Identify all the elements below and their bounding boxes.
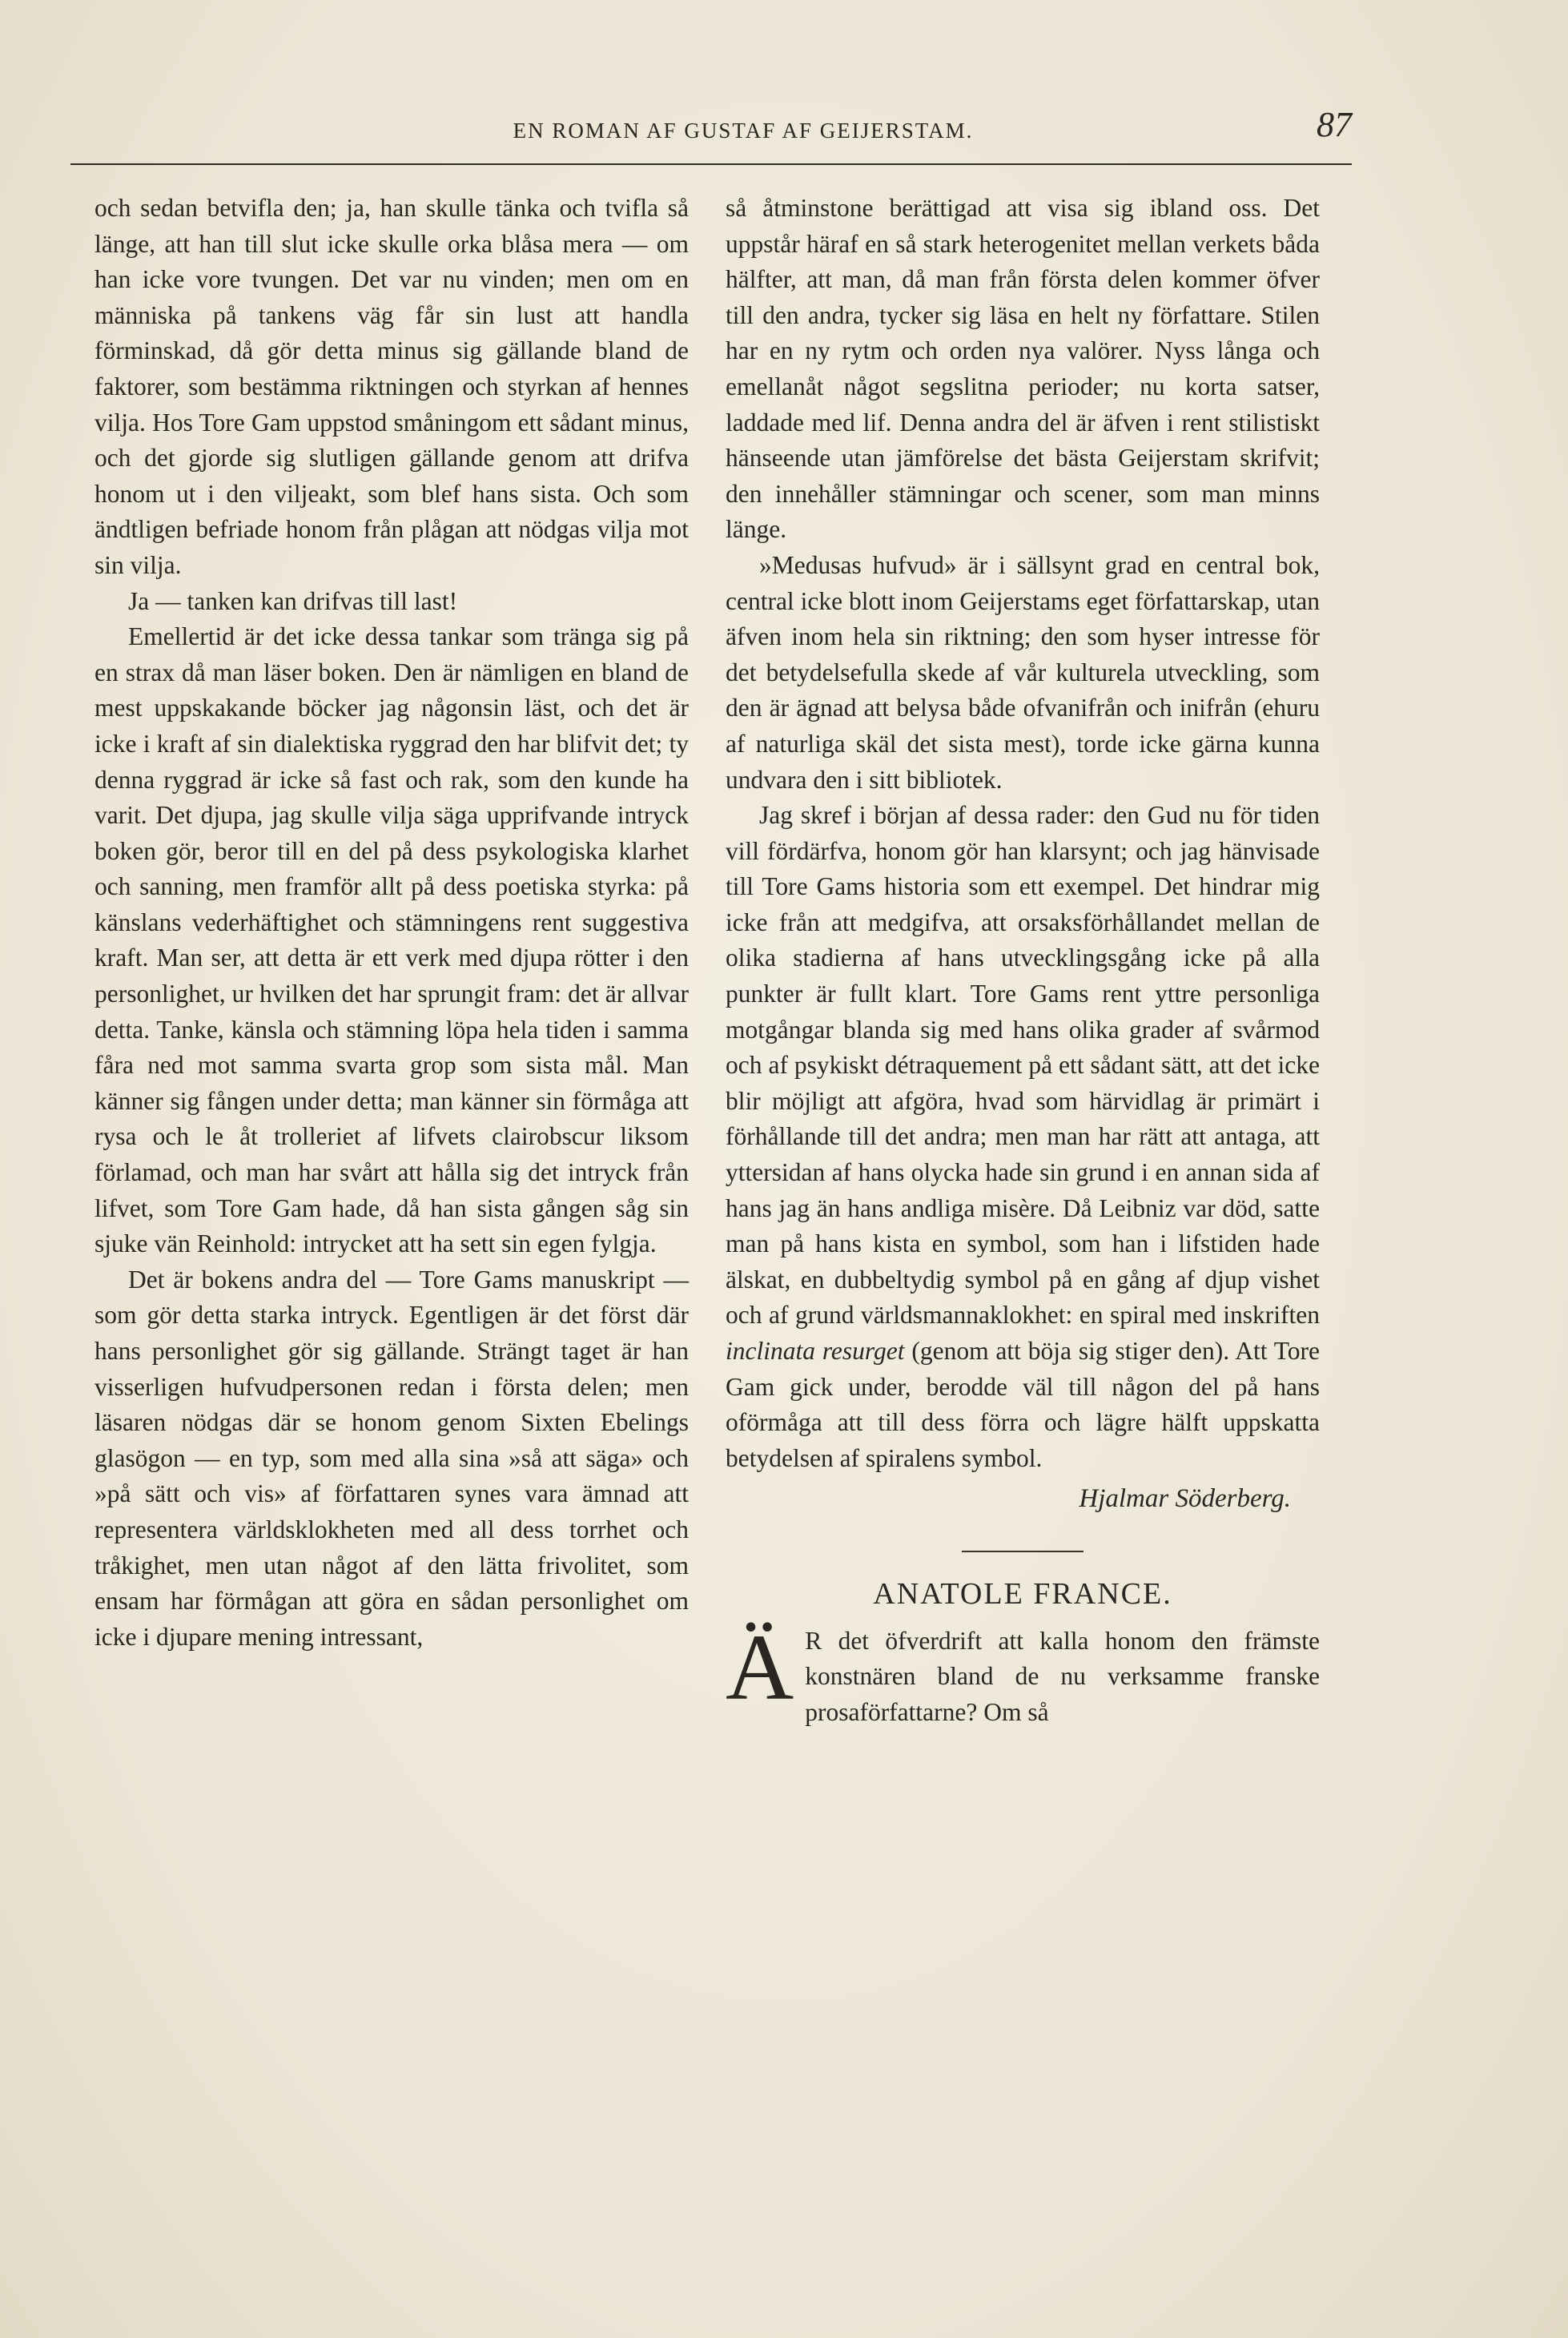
running-title: EN ROMAN AF GUSTAF AF GEIJERSTAM. bbox=[513, 119, 974, 143]
paragraph bbox=[726, 798, 1320, 1476]
author-signature: Hjalmar Söderberg. bbox=[1079, 1484, 1291, 1514]
paragraph: Emellertid är det icke dessa tankar som tränga sig på en strax då man läser boken. Den är nämligen en bland de mest uppskakande böcker jag någonsin läst, och det är icke i kraft af sin dialektiska ryggrad den har blifvit det; ty denna ryggrad är icke så fast och rak, som den kunde ha varit. Det djupa, jag skulle vilja säga upprifvande intryck boken gör, beror till en del på dess psykologiska klarhet och sanning, men framför allt på dess poetiska styrka: på känslans vederhäftighet och stämningens rent suggestiva kraft. Man ser, att detta är ett verk med djupa rötter i den personlighet, ur hvilken det har sprungit fram: det är allvar detta. Tanke, känsla och stämning löpa hela tiden i samma fåra ned mot samma svarta grop som sista mål. Man känner sig fången under detta; man känner sin förmåga att rysa och le åt trolleriet af lifvets clairobscur liksom förlamad, och man har svårt att hålla sig det intryck från lifvet, som Tore Gam hade, då han sista gången såg sin sjuke vän Reinhold: intrycket att ha sett sin egen fylgja. bbox=[94, 622, 689, 1258]
paragraph: Ja — tanken kan drifvas till last! bbox=[128, 586, 458, 615]
paragraph: Det är bokens andra del — Tore Gams manuskript — som gör detta starka intryck. Egentligen är det först där hans personlighet gör sig gällande. Strängt taget är han visserligen hufvudpersonen redan i första delen; men läsaren nödgas där se honom genom Sixten Ebelings glasögon — en typ, som med alla sina »så att säga» och »på sätt och vis» af författaren synes vara ämnad att representera världsklokheten med all dess torrhet och tråkighet, men utan något af den lätta frivolitet, som ensam har förmågan att göra en sådan personlighet om icke i djupare mening intressant, bbox=[94, 1265, 689, 1651]
section-divider bbox=[962, 1551, 1084, 1552]
paragraph-text: (genom att böja sig stiger den). Att Tore Gam gick under, berodde väl till någon del på hans oförmåga att till dess förra och lägre hälft uppskatta betydelsen af spiralens symbol. bbox=[726, 1337, 1321, 1472]
drop-cap: Ä bbox=[726, 1614, 794, 1720]
paragraph: »Medusas hufvud» är i sällsynt grad en central bok, central icke blott inom Geijerstams eget författarskap, utan äfven inom hela sin riktning; den som hyser intresse för det betydelsefulla skede af vår kulturela utveckling, som den är ägnad att belysa både ofvanifrån och inifrån (ehuru af naturliga skäl det sista mest), torde icke gärna kunna undvara den i sitt bibliotek. bbox=[726, 550, 1320, 794]
section-title: ANATOLE FRANCE. bbox=[873, 1576, 1172, 1611]
left-column bbox=[94, 191, 689, 1655]
section-opening bbox=[726, 1614, 1320, 1731]
opening-text: R det öfverdrift att kalla honom den främste konstnären bland de nu verksamme franske prosaförfattarne? Om så bbox=[805, 1626, 1320, 1726]
paragraph: så åtminstone berättigad att visa sig ibland oss. Det uppstår häraf en så stark heterogenitet mellan verkets båda hälfter, att man, då man från första delen kommer öfver till den andra, tycker sig läsa en helt ny författare. Stilen har en ny rytm och orden nya valörer. Nyss långa och emellanåt något segslitna perioder; nu korta satser, laddade med lif. Denna andra del är äfven i rent stilistiskt hänseende utan jämförelse det bästa Geijerstam skrifvit; den innehåller stämningar och scener, som man minns länge. bbox=[726, 194, 1320, 544]
right-column bbox=[726, 191, 1320, 1730]
page-header bbox=[70, 95, 1352, 159]
latin-inscription: inclinata resurget bbox=[726, 1337, 905, 1365]
header-rule bbox=[70, 163, 1352, 165]
paragraph: och sedan betvifla den; ja, han skulle tänka och tvifla så länge, att han till slut icke skulle orka blåsa mera — om han icke vore tvungen. Det var nu vinden; men om en människa på tankens väg får sin lust att handla förminskad, då gör detta minus sig gällande bland de faktorer, som bestämma riktningen och styrkan af hennes vilja. Hos Tore Gam uppstod småningom ett sådant minus, och det gjorde sig slutligen gällande genom att drifva honom ut i den viljeakt, som blef hans sista. Och som ändtligen befriade honom från plågan att nödgas vilja mot sin vilja. bbox=[94, 194, 689, 579]
paragraph-text: Jag skref i början af dessa rader: den Gud nu för tiden vill fördärfva, honom gör han klarsynt; och jag hänvisade till Tore Gams historia som ett exempel. Det hindrar mig icke från att medgifva, att orsaksförhållandet mellan de olika stadierna af hans utvecklingsgång icke på alla punkter är fullt klart. Tore Gams rent yttre personliga motgångar blanda sig med hans olika grader af svårmod och af psykiskt détraquement på ett sådant sätt, att det icke blir möjligt att afgöra, hvad som härvidlag är primärt i förhållande till det andra; men man har rätt att antaga, att yttersidan af hans olycka hade sin grund i en annan sida af hans jag än hans andliga misère. Då Leibniz var död, satte man på hans kista en symbol, som han i lifstiden hade älskat, en dubbeltydig symbol på en gång af djup vishet och af grund världsmannaklokhet: en spiral med inskriften bbox=[726, 801, 1320, 1330]
page-number: 87 bbox=[1317, 105, 1352, 144]
